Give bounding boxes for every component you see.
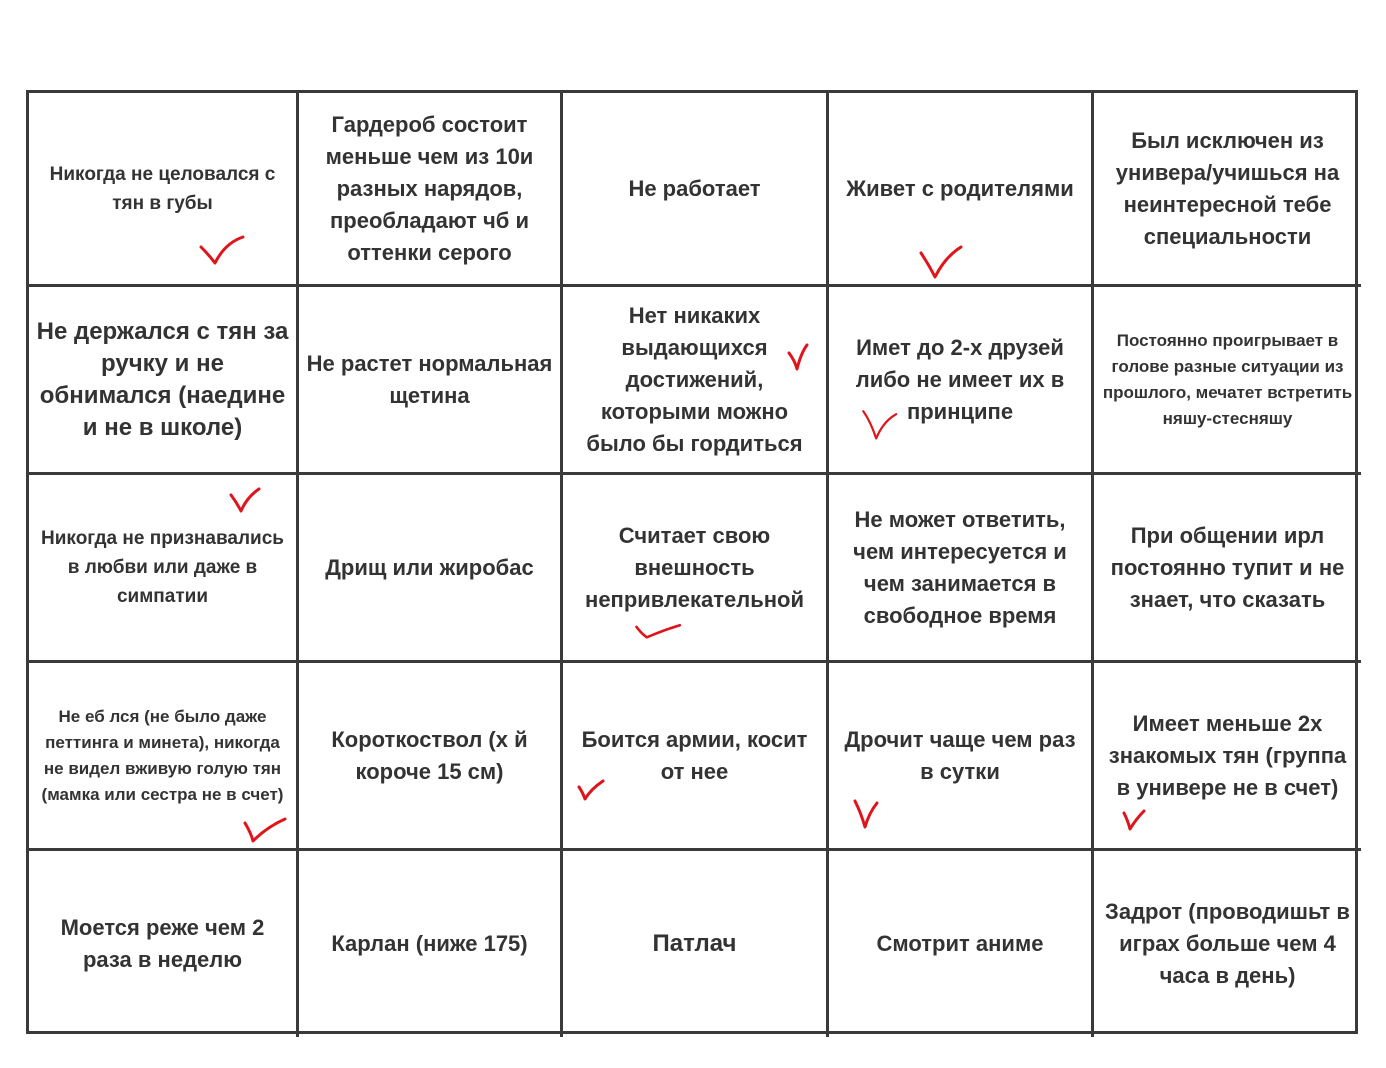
cell-text: Имеет меньше 2х знакомых тян (группа в универе не в счет) bbox=[1108, 710, 1347, 800]
bingo-board bbox=[26, 90, 1358, 1034]
bingo-cell[interactable] bbox=[29, 663, 299, 851]
checkmark-icon bbox=[633, 613, 685, 653]
cell-text: Карлан (ниже 175) bbox=[331, 931, 528, 956]
checkmark-icon bbox=[241, 813, 293, 853]
cell-text: Задрот (проводишьт в играх больше чем 4 часа в день) bbox=[1105, 899, 1350, 988]
bingo-cell[interactable] bbox=[299, 851, 563, 1037]
bingo-cell[interactable] bbox=[563, 851, 829, 1037]
checkmark-icon bbox=[197, 233, 249, 273]
cell-text: Постоянно проигрывает в голове разные ситуации из прошлого, мечатет встретить няшу-стесняшу bbox=[1102, 330, 1353, 428]
cell-text: Считает свою внешность непривлекательной bbox=[585, 522, 804, 612]
cell-text: Моется реже чем 2 раза в неделю bbox=[60, 915, 265, 972]
checkmark-icon bbox=[853, 407, 905, 447]
bingo-cell[interactable] bbox=[29, 287, 299, 475]
cell-text: Не держался с тян за ручку и не обнимался (наедине и не в школе) bbox=[36, 317, 289, 441]
bingo-cell[interactable] bbox=[299, 475, 563, 663]
bingo-cell[interactable] bbox=[563, 475, 829, 663]
bingo-cell[interactable] bbox=[563, 663, 829, 851]
cell-text: Короткоствол (х й короче 15 см) bbox=[331, 726, 528, 784]
cell-text: Боится армии, косит от нее bbox=[581, 726, 808, 784]
checkmark-icon bbox=[1120, 805, 1172, 845]
bingo-cell[interactable] bbox=[563, 93, 829, 287]
bingo-cell[interactable] bbox=[299, 287, 563, 475]
bingo-cell[interactable] bbox=[829, 663, 1094, 851]
bingo-cell[interactable] bbox=[1094, 663, 1361, 851]
cell-text: Не может ответить, чем интересуется и чем занимается в свободное время bbox=[853, 506, 1067, 628]
cell-text: При общении ирл постоянно тупит и не знает, что сказать bbox=[1110, 522, 1345, 612]
checkmark-icon bbox=[227, 485, 279, 525]
bingo-cell[interactable] bbox=[829, 287, 1094, 475]
checkmark-icon bbox=[917, 243, 969, 283]
checkmark-icon bbox=[851, 795, 903, 835]
bingo-cell[interactable] bbox=[29, 475, 299, 663]
bingo-cell[interactable] bbox=[829, 93, 1094, 287]
cell-text: Был исключен из универа/учишься на неинтересной тебе специальности bbox=[1115, 127, 1340, 249]
cell-text: Дрочит чаще чем раз в сутки bbox=[844, 726, 1076, 784]
cell-text: Дрищ или жиробас bbox=[325, 554, 534, 580]
bingo-cell[interactable] bbox=[299, 93, 563, 287]
cell-text: Не растет нормальная щетина bbox=[306, 350, 553, 408]
bingo-cell[interactable] bbox=[29, 851, 299, 1037]
bingo-cell[interactable] bbox=[829, 475, 1094, 663]
cell-text: Гардероб состоит меньше чем из 10и разных нарядов, преобладают чб и оттенки серого bbox=[325, 111, 534, 265]
bingo-cell[interactable] bbox=[563, 287, 829, 475]
cell-text: Имет до 2-х друзей либо не имеет их в принципе bbox=[855, 334, 1065, 424]
bingo-cell[interactable] bbox=[29, 93, 299, 287]
cell-text: Не еб лся (не было даже петтинга и минета), никогда не видел вживую голую тян (мамка или сестра не в счет) bbox=[41, 706, 284, 804]
bingo-cell[interactable] bbox=[1094, 93, 1361, 287]
cell-text: Не работает bbox=[628, 175, 761, 201]
cell-text: Патлач bbox=[652, 930, 737, 957]
bingo-cell[interactable] bbox=[299, 663, 563, 851]
cell-text: Никогда не целовался с тян в губы bbox=[49, 163, 276, 214]
checkmark-icon bbox=[575, 773, 627, 813]
bingo-cell[interactable] bbox=[829, 851, 1094, 1037]
cell-text: Смотрит аниме bbox=[876, 931, 1044, 956]
cell-text: Нет никаких выдающихся достижений, которыми можно было бы гордиться bbox=[586, 302, 803, 456]
bingo-cell[interactable] bbox=[1094, 475, 1361, 663]
cell-text: Никогда не признавались в любви или даже в симпатии bbox=[41, 528, 284, 607]
bingo-cell[interactable] bbox=[1094, 287, 1361, 475]
cell-text: Живет с родителями bbox=[846, 175, 1074, 201]
bingo-cell[interactable] bbox=[1094, 851, 1361, 1037]
